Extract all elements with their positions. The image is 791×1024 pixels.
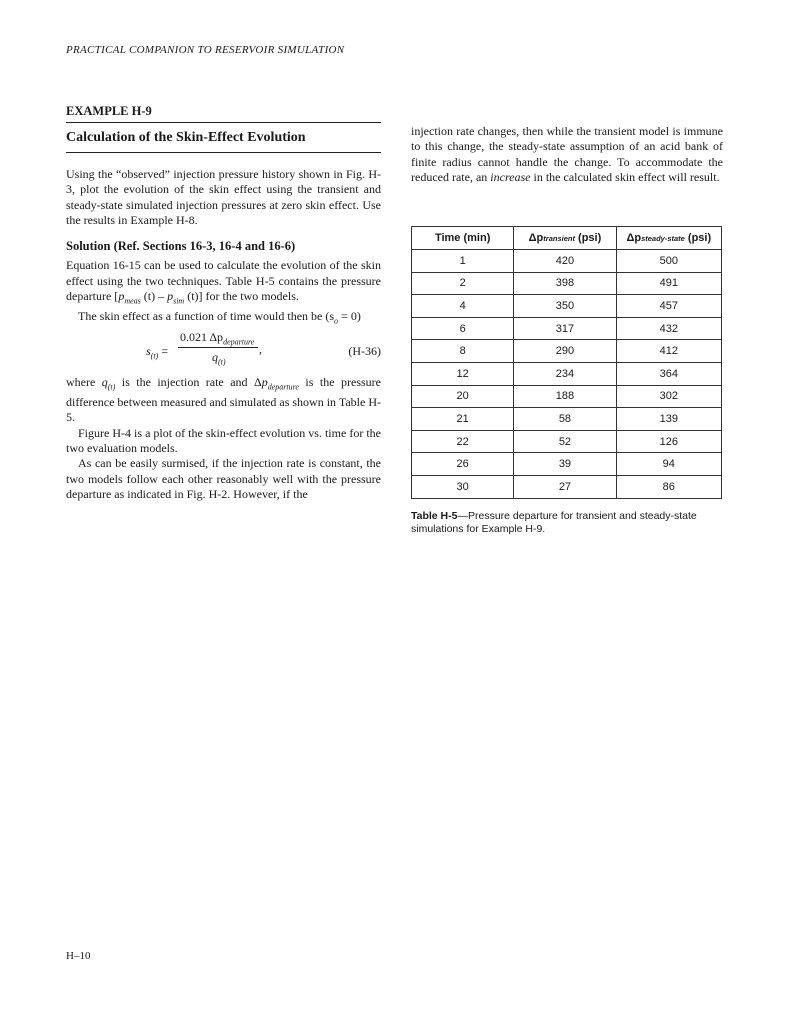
- cell-time: 12: [412, 362, 514, 385]
- cell-steady: 139: [616, 408, 721, 431]
- cell-transient: 188: [514, 385, 616, 408]
- table-caption: Table H-5—Pressure departure for transient and steady-state simulations for Example H-9.: [411, 510, 697, 535]
- discussion-block: [66, 375, 381, 503]
- table-row: [412, 430, 722, 453]
- solution-heading: Solution (Ref. Sections 16-3, 16-4 and 16-6): [66, 239, 296, 253]
- cell-transient: 27: [514, 475, 616, 498]
- solution-block: [66, 239, 381, 329]
- cell-time: 26: [412, 453, 514, 476]
- cell-time: 21: [412, 408, 514, 431]
- cell-time: 20: [412, 385, 514, 408]
- fraction-bar: [178, 347, 258, 348]
- equation-numerator: 0.021 $\Delta p_{departure}$: [180, 330, 255, 347]
- cell-time: 22: [412, 430, 514, 453]
- example-top-rule: [66, 122, 381, 123]
- cell-time: 30: [412, 475, 514, 498]
- cell-transient: 350: [514, 295, 616, 318]
- equation-comma: ,: [259, 342, 262, 356]
- surmised-paragraph: As can be easily surmised, if the injection rate is constant, the two models follow each other reasonably well with the pressure departure as indicated in Fig. H-2. However, if the: [66, 456, 381, 502]
- cell-transient: 39: [514, 453, 616, 476]
- where-paragraph: where $q_{(t)}$ is the injection rate and $\Delta p_{departure}$ is the pressure difference between measured and simulated as shown in Table H-5.: [66, 375, 381, 425]
- table-row: [412, 340, 722, 363]
- equation-lhs: $s_{(t)}$ =: [146, 344, 169, 361]
- table-row: [412, 362, 722, 385]
- cell-steady: 126: [616, 430, 721, 453]
- table-row: [412, 317, 722, 340]
- solution-paragraph-2: The skin effect as a function of time would then be $(s_o = 0)$: [78, 309, 361, 326]
- cell-steady: 302: [616, 385, 721, 408]
- cell-time: 6: [412, 317, 514, 340]
- cell-steady: 491: [616, 272, 721, 295]
- cell-steady: 412: [616, 340, 721, 363]
- table-header-row: [412, 227, 722, 250]
- cell-time: 8: [412, 340, 514, 363]
- figure-paragraph: Figure H-4 is a plot of the skin-effect evolution vs. time for the two evaluation models.: [66, 425, 381, 456]
- cell-time: 4: [412, 295, 514, 318]
- solution-paragraph-1: Equation 16-15 can be used to calculate the evolution of the skin effect using the two techniques. Table H-5 contains the pressure departure [$p_{meas}$ $(t) - p_{sim}$ (t)] for the two models.: [66, 258, 381, 306]
- cell-steady: 432: [616, 317, 721, 340]
- cell-transient: 398: [514, 272, 616, 295]
- table-row: [412, 408, 722, 431]
- right-column-text: [411, 124, 723, 186]
- table-row: [412, 453, 722, 476]
- table-row: [412, 250, 722, 273]
- page-number: H–10: [66, 950, 91, 962]
- cell-steady: 86: [616, 475, 721, 498]
- cell-transient: 420: [514, 250, 616, 273]
- example-label: EXAMPLE H-9: [66, 104, 152, 118]
- cell-time: 1: [412, 250, 514, 273]
- cell-transient: 234: [514, 362, 616, 385]
- problem-statement: [66, 167, 381, 229]
- header-time: Time (min): [412, 227, 514, 250]
- cell-steady: 364: [616, 362, 721, 385]
- example-bottom-rule: [66, 152, 381, 153]
- table-row: [412, 295, 722, 318]
- cell-transient: 58: [514, 408, 616, 431]
- running-head: PRACTICAL COMPANION TO RESERVOIR SIMULATION: [66, 44, 345, 56]
- header-steady-state: Δpsteady-state (psi): [616, 227, 721, 250]
- cell-transient: 290: [514, 340, 616, 363]
- cell-transient: 317: [514, 317, 616, 340]
- cell-steady: 500: [616, 250, 721, 273]
- equation-number: (H-36): [348, 344, 381, 358]
- table-row: [412, 272, 722, 295]
- header-transient: Δptransient (psi): [514, 227, 616, 250]
- table-row: [412, 385, 722, 408]
- example-title: Calculation of the Skin-Effect Evolution: [66, 130, 306, 145]
- cell-steady: 457: [616, 295, 721, 318]
- pressure-departure-table: [411, 226, 722, 499]
- continuation-paragraph: injection rate changes, then while the transient model is immune to this change, the steady-state assumption of an acid bank of finite radius cannot handle the change. To accommodate the reduced rate, an increase in the calculated skin effect will result.: [411, 124, 723, 185]
- cell-transient: 52: [514, 430, 616, 453]
- cell-time: 2: [412, 272, 514, 295]
- problem-text: Using the “observed” injection pressure history shown in Fig. H-3, plot the evolution of the skin effect using the transient and steady-state simulated injection pressures at zero skin effect. Use the results in Example H-8.: [66, 167, 381, 228]
- table-row: [412, 475, 722, 498]
- equation-h36: [66, 330, 381, 368]
- equation-denominator: $q_{(t)}$: [212, 350, 226, 367]
- cell-steady: 94: [616, 453, 721, 476]
